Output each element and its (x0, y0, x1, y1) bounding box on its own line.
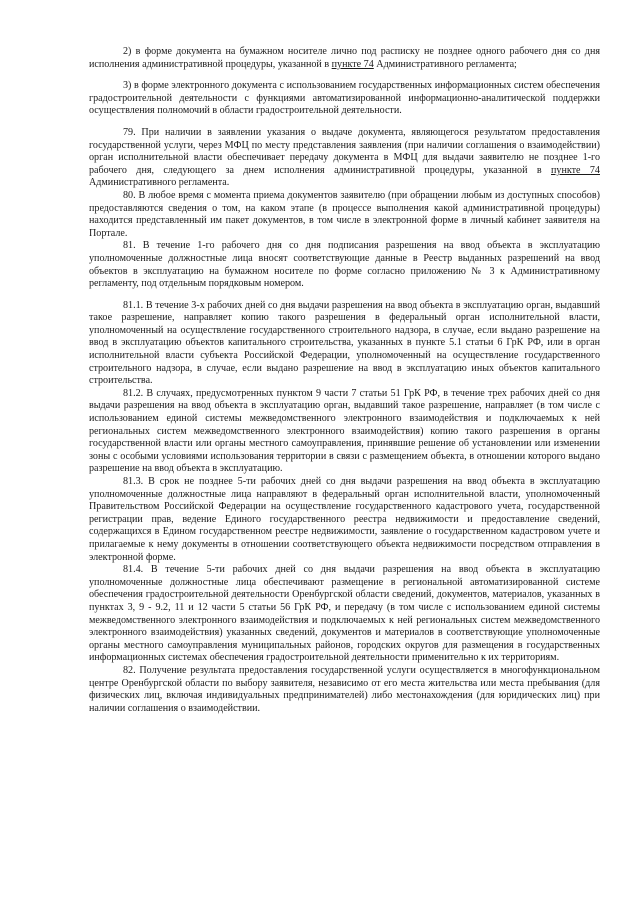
cross-reference-link[interactable]: пункте 74 (551, 164, 600, 176)
paragraph-text: 2) в форме документа на бумажном носителе лично под расписку не позднее одного рабочего дня со дня исполнения административной процедуры, указанной в (89, 46, 600, 70)
paragraph-81-1 (89, 300, 600, 388)
paragraph-text: 80. В любое время с момента приема документов заявителю (при обращении любым из доступных способов) предоставляются сведения о том, на каком этапе (в процессе выполнения какой административной процедуры) находится представленный им пакет документов, в том числе в электронной форме в личный кабинет заявителя на Портале. (89, 189, 600, 239)
paragraph-text: 82. Получение результата предоставления государственной услуги осуществляется в многофункциональном центре Оренбургской области по выбору заявителя, независимо от его места жительства или места пребывания (для физических лиц, включая индивидуальных предпринимателей) либо местонахождения (для юридических лиц) при наличии соглашения о взаимодействии. (89, 664, 600, 714)
paragraph-text: 79. При наличии в заявлении указания о выдаче документа, являющегося результатом предоставления государственной услуги, через МФЦ по месту представления заявления (при наличии соглашения о взаимодействии) орган исполнительной власти обеспечивает передачу документа в МФЦ для выдачи заявителю не позднее 1-го рабочего дня, следующего за днем исполнения административной процедуры, указанной в (89, 126, 600, 176)
paragraph-82 (89, 665, 600, 715)
paragraph-80 (89, 190, 600, 240)
paragraph-text: Административного регламента. (89, 177, 230, 189)
paragraph-text: 81. В течение 1-го рабочего дня со дня подписания разрешения на ввод объекта в эксплуатацию уполномоченные должностные лица вносят соответствующие данные в Реестр выданных разрешений на ввод объектов в эксплуатацию на бумажном носителе по форме согласно приложению № 3 к Административному регламенту, под отдельным порядковым номером. (89, 240, 600, 290)
paragraph-text: 81.2. В случаях, предусмотренных пунктом 9 части 7 статьи 51 ГрК РФ, в течение трех рабочих дней со дня выдачи разрешения на ввод объекта в эксплуатацию орган, выдавший такое разрешение, направляет (в том числе с использованием единой системы межведомственного электронного взаимодействия и подключаемых к ней региональных систем межведомственного электронного взаимодействия) копию такого разрешения в органы государственной власти или органы местного самоуправления, принявшие решение об установлении или изменении зоны с особыми условиями использования территории в связи с размещением объекта, в отношении которого выдано разрешение на ввод объекта в эксплуатацию. (89, 387, 600, 475)
paragraph-text: 81.4. В течение 5-ти рабочих дней со дня выдачи разрешения на ввод объекта в эксплуатацию уполномоченные должностные лица обеспечивают размещение в региональной автоматизированной системе обеспечения градостроительной деятельности Оренбургской области сведений, документов, материалов, указанных в пунктах 3, 9 - 9.2, 11 и 12 части 5 статьи 56 ГрК РФ, и передачу (в том числе с использованием единой системы межведомственного электронного взаимодействия и подключаемых к ней региональных систем межведомственного электронного взаимодействия) указанных сведений, документов и материалов в соответствующие уполномоченные органы местного самоуправления муниципальных районов, городских округов для размещения в государственных информационных системах обеспечения градостроительной деятельности применительно к их территориям. (89, 564, 600, 664)
paragraph-text: 81.3. В срок не позднее 5-ти рабочих дней со дня выдачи разрешения на ввод объекта в эксплуатацию уполномоченные должностные лица направляют в федеральный орган исполнительной власти, уполномоченный Правительством Российской Федерации на осуществление государственного кадастрового учета, государственной регистрации прав, ведение Единого государственного реестра недвижимости и предоставление сведений, содержащихся в Едином государственном реестре недвижимости, заявление о государственном кадастровом учете и прилагаемые к нему документы в отношении соответствующего объекта недвижимости посредством отправления в электронной форме. (89, 476, 600, 563)
paragraph-81 (89, 240, 600, 290)
paragraph-text: Административного регламента; (373, 58, 517, 70)
paragraph-81-2 (89, 388, 600, 476)
paragraph-81-4 (89, 564, 600, 665)
paragraph-text: 81.1. В течение 3-х рабочих дней со дня выдачи разрешения на ввод объекта в эксплуатацию орган, выдавший такое разрешение, направляет копию такого разрешения в федеральный орган исполнительной власти, уполномоченный на осуществление государственного строительного надзора, в случае, если выдано разрешение на ввод в эксплуатацию объектов капитального строительства, указанных в пункте 5.1 статьи 6 ГрК РФ, или в орган исполнительной власти субъекта Российской Федерации, уполномоченный на осуществление государственного строительного надзора, в случае, если выдано разрешение на ввод в эксплуатацию иных объектов капитального строительства. (89, 299, 600, 387)
paragraph-81-3 (89, 476, 600, 564)
paragraph-2 (89, 46, 600, 71)
paragraph-79 (89, 127, 600, 190)
paragraph-3 (89, 80, 600, 118)
cross-reference-link[interactable]: пункте 74 (331, 58, 374, 70)
paragraph-text: 3) в форме электронного документа с использованием государственных информационных систем обеспечения градостроительной деятельности с функциями автоматизированной информационно-аналитической поддержки осуществления полномочий в области градостроительной деятельности. (89, 80, 600, 117)
